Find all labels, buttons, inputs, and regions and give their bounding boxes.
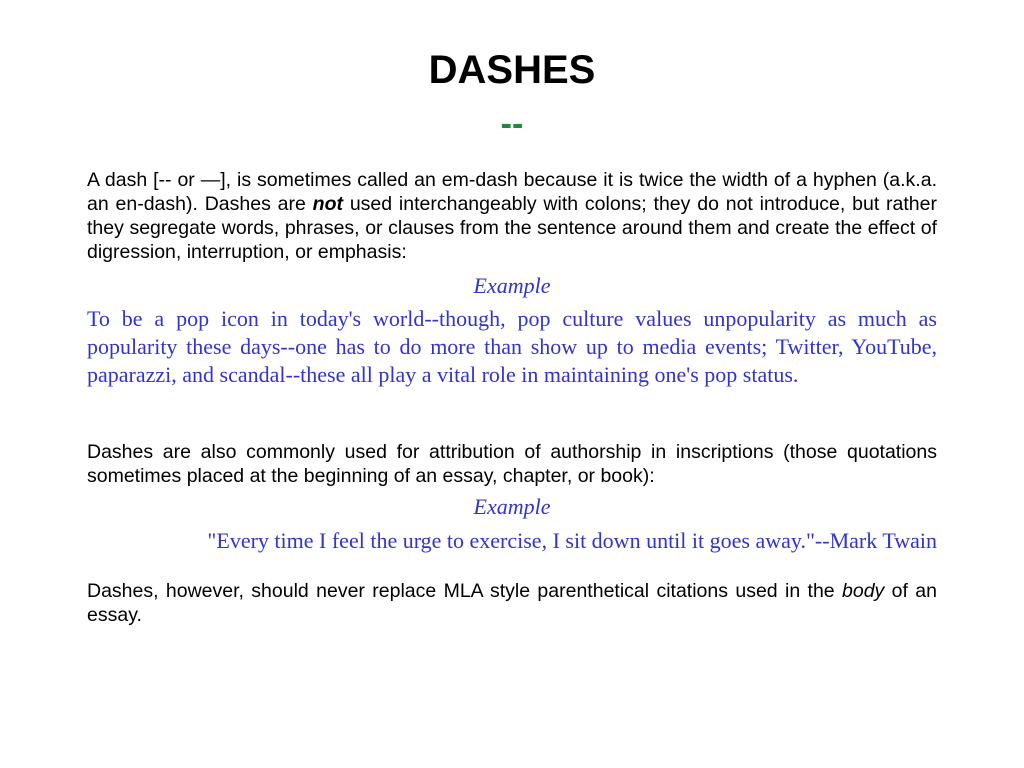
paragraph-attribution: Dashes are also commonly used for attribution of authorship in inscriptions (those quotations sometimes placed at the beginning of an essay, chapter, or book): [87,441,937,487]
paragraph-text: Dashes, however, should never replace MLA style parenthetical citations used in the [87,580,843,602]
example-text-pop-icon: To be a pop icon in today's world--though, pop culture values unpopularity as much as popularity these days--one has to do more than show up to media events; Twitter, YouTube, paparazzi, and scandal--these all play a vital role in maintaining one's pop status. [87,306,937,387]
paragraph-text: A dash [-- or —], is sometimes called an em-dash because it is twice the width of a hyphen (a.k.a. an en-dash). Dashes are [87,169,937,215]
paragraph-mla-citations [87,579,937,627]
page-title: DASHES [428,48,596,92]
example-label: Example [473,494,551,519]
example-label: Example [473,273,551,298]
title-dashes: -- [500,105,524,143]
paragraph-dash-definition [87,168,937,264]
paragraph-text: of an essay. [87,580,937,626]
emphasis-body: body [842,580,885,602]
paragraph-text: used interchangeably with colons; they do not introduce, but rather they segregate words, phrases, or clauses from the sentence around them and create the effect of digression, interruption, or emphasis: [87,193,937,263]
example-text-mark-twain: "Every time I feel the urge to exercise, I sit down until it goes away."--Mark Twain [207,528,937,553]
emphasis-not: not [312,193,343,215]
